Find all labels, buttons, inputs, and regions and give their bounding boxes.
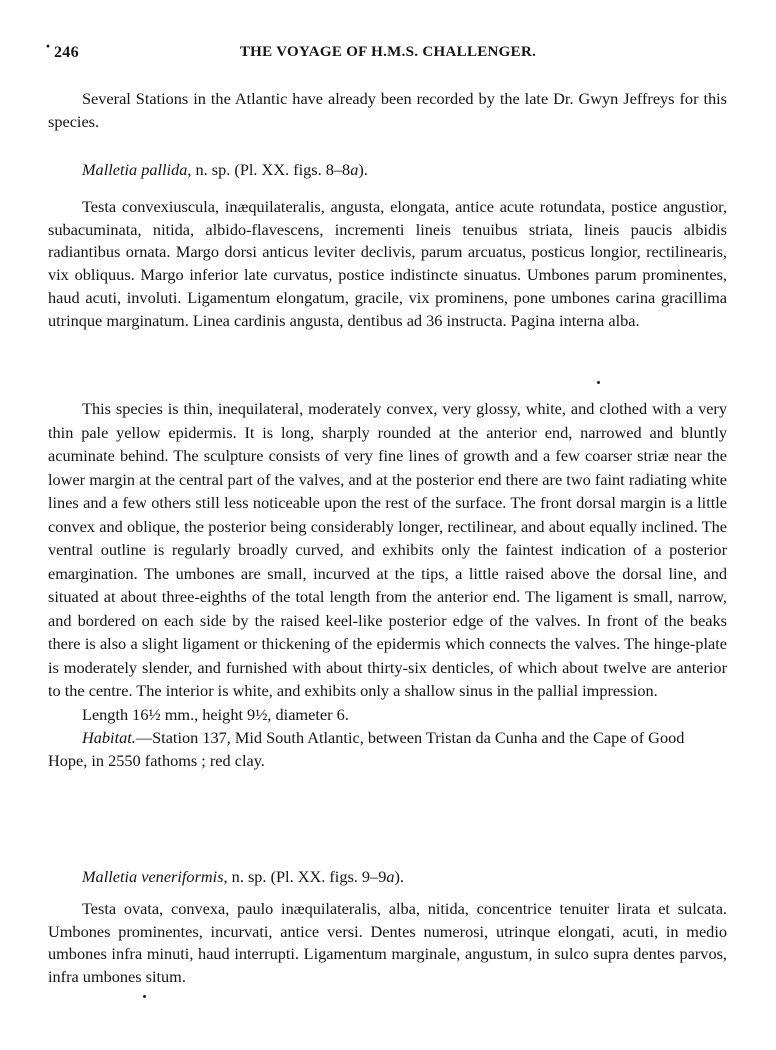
english-description: This species is thin, inequilateral, moderately convex, very glossy, white, and clothed with a very thin pale yellow epidermis. It is long, sharply rounded at the anterior end, narrowed and bluntly acuminate behind. The sculpture consists of very fine lines of growth and a few coarser striæ near the lower margin at the central part of the valves, and at the posterior end there are two faint radiating white lines and a few others still less noticeable upon the rest of the surface. The front dorsal margin is a little convex and oblique, the posterior being considerably longer, rectilinear, and about equally inclined. The ventral outline is regularly broadly curved, and exhibits only the faintest indication of a posterior emargination. The umbones are small, incurved at the tips, a little raised above the dorsal line, and situated at about three-eighths of the total length from the anterior end. The ligament is small, narrow, and bordered on each side by the raised keel-like posterior edge of the valves. In front of the beaks there is also a slight ligament or thickening of the epidermis which connects the valves. The hinge-plate is moderately slender, and furnished with about thirty-six denticles, of which about twelve are anterior to the centre. The interior is white, and exhibits only a shallow sinus in the pallial impression. bbox=[48, 399, 727, 700]
species-plate-ref: , n. sp. (Pl. XX. figs. 8–8 bbox=[187, 160, 351, 179]
running-title: THE VOYAGE OF H.M.S. CHALLENGER. bbox=[239, 44, 537, 60]
dimensions-line: Length 16½ mm., height 9½, diameter 6. bbox=[82, 704, 349, 724]
habitat-line bbox=[48, 726, 727, 772]
latin-description-2: Testa ovata, convexa, paulo inæquilateralis, alba, nitida, concentrice tenuiter lirata et sulcata. Umbones prominentes, incurvati, antice versi. Dentes numerosi, utrinque elongati, acuti, in medio umbones infra minuti, haud interrupti. Ligamentum marginale, angustum, in sulco supra dentes parvos, infra umbones situm. bbox=[48, 899, 727, 987]
english-description-block bbox=[48, 397, 727, 772]
species-name: Malletia veneriformis bbox=[82, 867, 224, 886]
habitat-label: Habitat. bbox=[82, 727, 136, 747]
species-name: Malletia pallida bbox=[82, 160, 188, 179]
species-plate-ref-end: ). bbox=[358, 160, 368, 179]
page-number: · 246 bbox=[54, 44, 79, 62]
species-heading-pallida bbox=[82, 159, 368, 181]
plate-fig-suffix: a bbox=[350, 160, 359, 179]
latin-description: Testa convexiuscula, inæquilateralis, angusta, elongata, antice acute rotundata, postice angustior, subacuminata, nitida, albido-flavescens, incrementi lineis tenuibus striata, lineis paucis albidis radiantibus ornata. Margo dorsi anticus leviter declivis, parum arcuatus, posticus longior, rectilinearis, vix obliquus. Margo inferior late curvatus, postice indistincte sinuatus. Umbones parum prominentes, haud acuti, involuti. Ligamentum elongatum, gracile, vix prominens, pone umbones carina gracillima utrinque marginatum. Linea cardinis angusta, dentibus ad 36 instructa. Pagina interna alba. bbox=[48, 197, 727, 330]
intro-paragraph: Several Stations in the Atlantic have already been recorded by the late Dr. Gwyn Jeffreys for this species. bbox=[48, 89, 727, 131]
latin-description-block bbox=[48, 196, 727, 332]
print-speck bbox=[143, 995, 146, 998]
species-plate-ref: , n. sp. (Pl. XX. figs. 9–9 bbox=[223, 867, 387, 886]
print-speck bbox=[597, 381, 600, 384]
latin-description-block-2 bbox=[48, 898, 727, 989]
habitat-text: —Station 137, Mid South Atlantic, between Tristan da Cunha and the Cape of Good Hope, in 2550 fathoms ; red clay. bbox=[48, 727, 685, 770]
intro-paragraph-block bbox=[48, 88, 727, 133]
species-plate-ref-end: ). bbox=[394, 867, 404, 886]
page-header bbox=[40, 44, 736, 66]
plate-fig-suffix: a bbox=[386, 867, 395, 886]
species-heading-veneriformis bbox=[82, 866, 404, 888]
